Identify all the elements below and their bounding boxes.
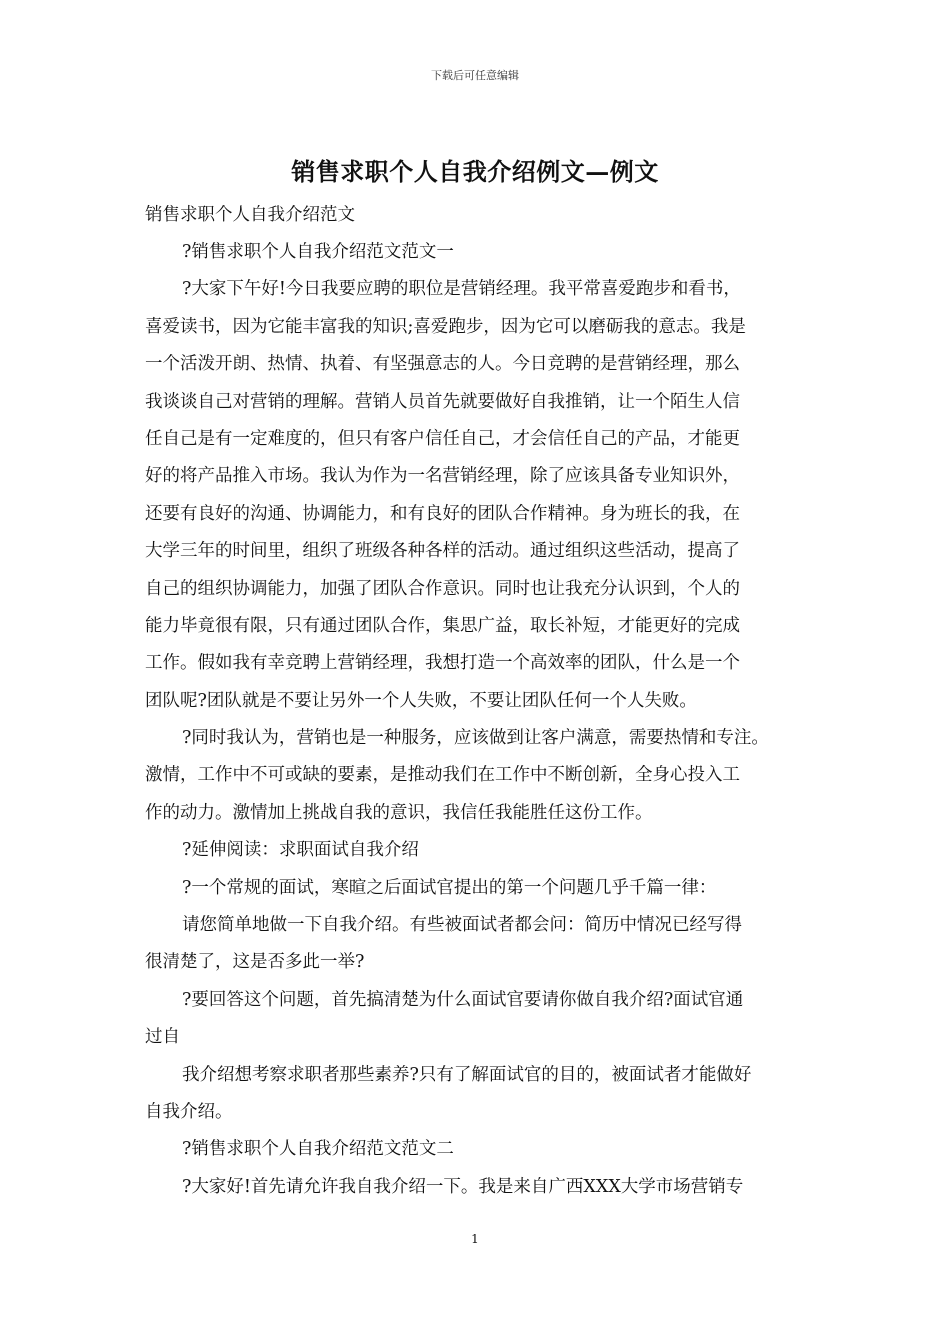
body-text-line: 我谈谈自己对营销的理解。营销人员首先就要做好自我推销，让一个陌生人信 bbox=[145, 391, 740, 412]
body-text-line: 任自己是有一定难度的，但只有客户信任自己，才会信任自己的产品，才能更 bbox=[145, 428, 740, 449]
body-text-line: ?大家好!首先请允许我自我介绍一下。我是来自广西XXX大学市场营销专 bbox=[182, 1176, 744, 1197]
body-text-line: 请您简单地做一下自我介绍。有些被面试者都会问：简历中情况已经写得 bbox=[182, 915, 742, 936]
document-title: 销售求职个人自我介绍例文—例文 bbox=[291, 157, 659, 186]
body-text-line: 很清楚了，这是否多此一举? bbox=[145, 952, 365, 973]
body-text-line: 工作。假如我有幸竞聘上营销经理，我想打造一个高效率的团队，什么是一个 bbox=[145, 653, 740, 674]
body-text-line: ?同时我认为，营销也是一种服务，应该做到让客户满意，需要热情和专注。 bbox=[182, 728, 769, 749]
document-body bbox=[145, 234, 810, 1206]
body-text-line: 喜爱读书，因为它能丰富我的知识;喜爱跑步，因为它可以磨砺我的意志。我是 bbox=[145, 316, 746, 337]
body-text-line: 还要有良好的沟通、协调能力，和有良好的团队合作精神。身为班长的我，在 bbox=[145, 503, 740, 524]
body-text-line: 作的动力。激情加上挑战自我的意识，我信任我能胜任这份工作。 bbox=[145, 802, 653, 823]
body-text-line: 我介绍想考察求职者那些素养?只有了解面试官的目的，被面试者才能做好 bbox=[182, 1064, 752, 1085]
body-text-line: 自我介绍。 bbox=[145, 1101, 233, 1122]
body-text-line: ?销售求职个人自我介绍范文范文一 bbox=[182, 242, 454, 262]
body-text-line: 激情，工作中不可或缺的要素，是推动我们在工作中不断创新，全身心投入工 bbox=[145, 765, 740, 786]
body-text-line: 自己的组织协调能力，加强了团队合作意识。同时也让我充分认识到，个人的 bbox=[145, 578, 740, 599]
document-subtitle: 销售求职个人自我介绍范文 bbox=[145, 205, 355, 225]
body-text-line: 好的将产品推入市场。我认为作为一名营销经理，除了应该具备专业知识外， bbox=[145, 466, 740, 487]
body-text-line: 团队呢?团队就是不要让另外一个人失败，不要让团队任何一个人失败。 bbox=[145, 690, 697, 711]
body-text-line: ?大家下午好!今日我要应聘的职位是营销经理。我平常喜爱跑步和看书， bbox=[182, 279, 741, 300]
body-text-line: 能力毕竟很有限，只有通过团队合作，集思广益，取长补短，才能更好的完成 bbox=[145, 615, 740, 636]
body-text-line: 大学三年的时间里，组织了班级各种各样的活动。通过组织这些活动，提高了 bbox=[145, 541, 740, 562]
body-text-line: ?销售求职个人自我介绍范文范文二 bbox=[182, 1139, 454, 1160]
page-header: 下载后可任意编辑 bbox=[431, 69, 519, 82]
page-number: 1 bbox=[471, 1232, 479, 1246]
body-text-line: ?一个常规的面试，寒暄之后面试官提出的第一个问题几乎千篇一律： bbox=[182, 877, 717, 898]
body-text-line: 过自 bbox=[145, 1027, 180, 1048]
body-text-line: 一个活泼开朗、热情、执着、有坚强意志的人。今日竞聘的是营销经理，那么 bbox=[145, 354, 740, 375]
body-text-line: ?延伸阅读：求职面试自我介绍 bbox=[182, 840, 419, 861]
body-text-line: ?要回答这个问题，首先搞清楚为什么面试官要请你做自我介绍?面试官通 bbox=[182, 989, 744, 1010]
